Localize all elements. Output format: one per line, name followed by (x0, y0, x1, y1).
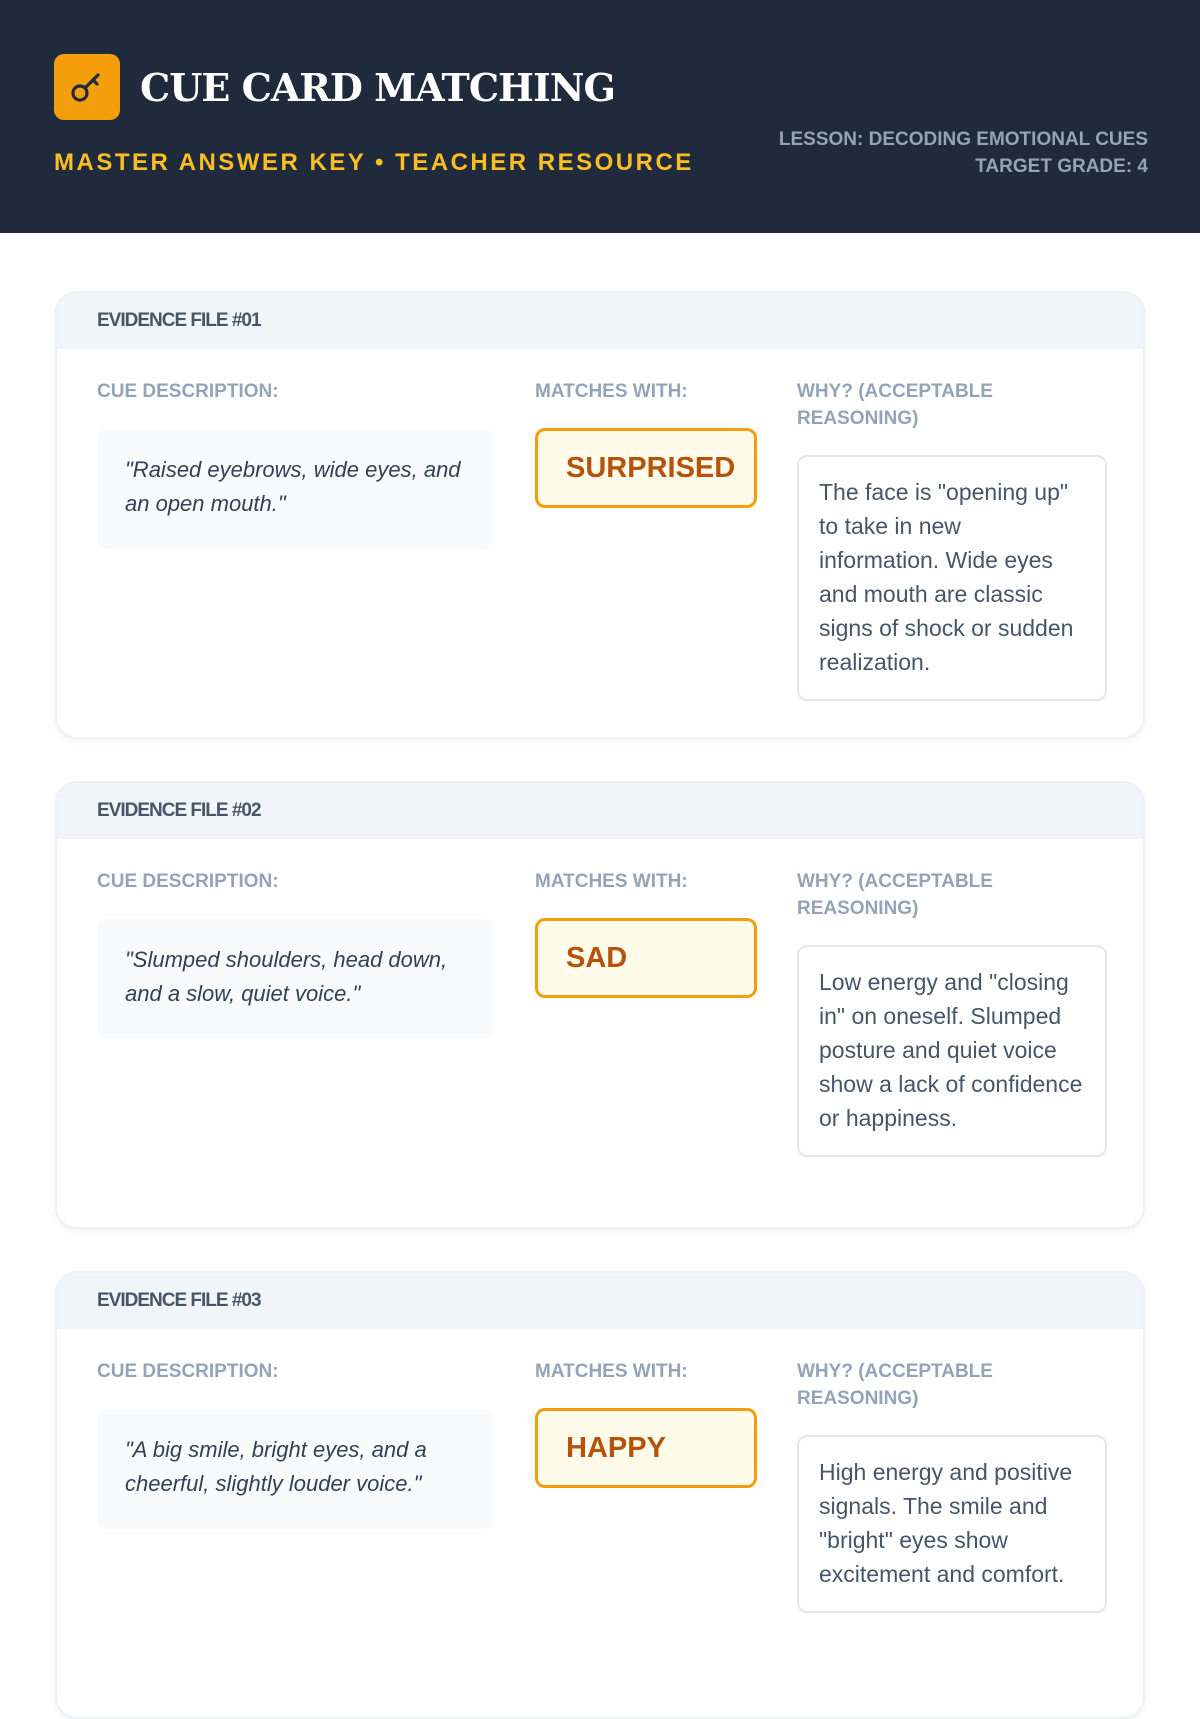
cue-label: CUE DESCRIPTION: (97, 381, 279, 402)
evidence-card (55, 781, 1145, 1229)
matched-emotion: SAD (535, 918, 757, 998)
key-icon (67, 67, 107, 107)
card-title: EVIDENCE FILE #02 (97, 800, 261, 821)
evidence-card (55, 291, 1145, 739)
cue-description: "A big smile, bright eyes, and a cheerful, slightly louder voice." (97, 1409, 493, 1529)
match-label: MATCHES WITH: (535, 871, 688, 892)
target-grade: TARGET GRADE: 4 (975, 156, 1148, 177)
page-subtitle: MASTER ANSWER KEY • TEACHER RESOURCE (54, 149, 694, 176)
card-header (57, 293, 1143, 349)
card-header (57, 783, 1143, 839)
page-title: CUE CARD MATCHING (140, 65, 615, 110)
cue-label: CUE DESCRIPTION: (97, 1361, 279, 1382)
card-title: EVIDENCE FILE #01 (97, 310, 261, 331)
lesson-name: LESSON: DECODING EMOTIONAL CUES (778, 129, 1148, 150)
card-title: EVIDENCE FILE #03 (97, 1290, 261, 1311)
match-label: MATCHES WITH: (535, 1361, 688, 1382)
reasoning-text: Low energy and "closing in" on oneself. Slumped posture and quiet voice show a lack of confidence or happiness. (797, 945, 1107, 1157)
lesson-meta (688, 126, 1148, 180)
logo (54, 54, 120, 120)
reasoning-text: The face is "opening up" to take in new information. Wide eyes and mouth are classic signs of shock or sudden realization. (797, 455, 1107, 701)
cue-description: "Slumped shoulders, head down, and a slow, quiet voice." (97, 919, 493, 1039)
why-label: WHY? (ACCEPTABLE REASONING) (797, 871, 993, 919)
evidence-card (55, 1271, 1145, 1719)
matched-emotion: HAPPY (535, 1408, 757, 1488)
cue-label: CUE DESCRIPTION: (97, 871, 279, 892)
why-label: WHY? (ACCEPTABLE REASONING) (797, 1361, 993, 1409)
matched-emotion: SURPRISED (535, 428, 757, 508)
page-header (0, 0, 1200, 233)
card-header (57, 1273, 1143, 1329)
why-label: WHY? (ACCEPTABLE REASONING) (797, 381, 993, 429)
cue-description: "Raised eyebrows, wide eyes, and an open mouth." (97, 429, 493, 549)
reasoning-text: High energy and positive signals. The smile and "bright" eyes show excitement and comfort. (797, 1435, 1107, 1613)
match-label: MATCHES WITH: (535, 381, 688, 402)
